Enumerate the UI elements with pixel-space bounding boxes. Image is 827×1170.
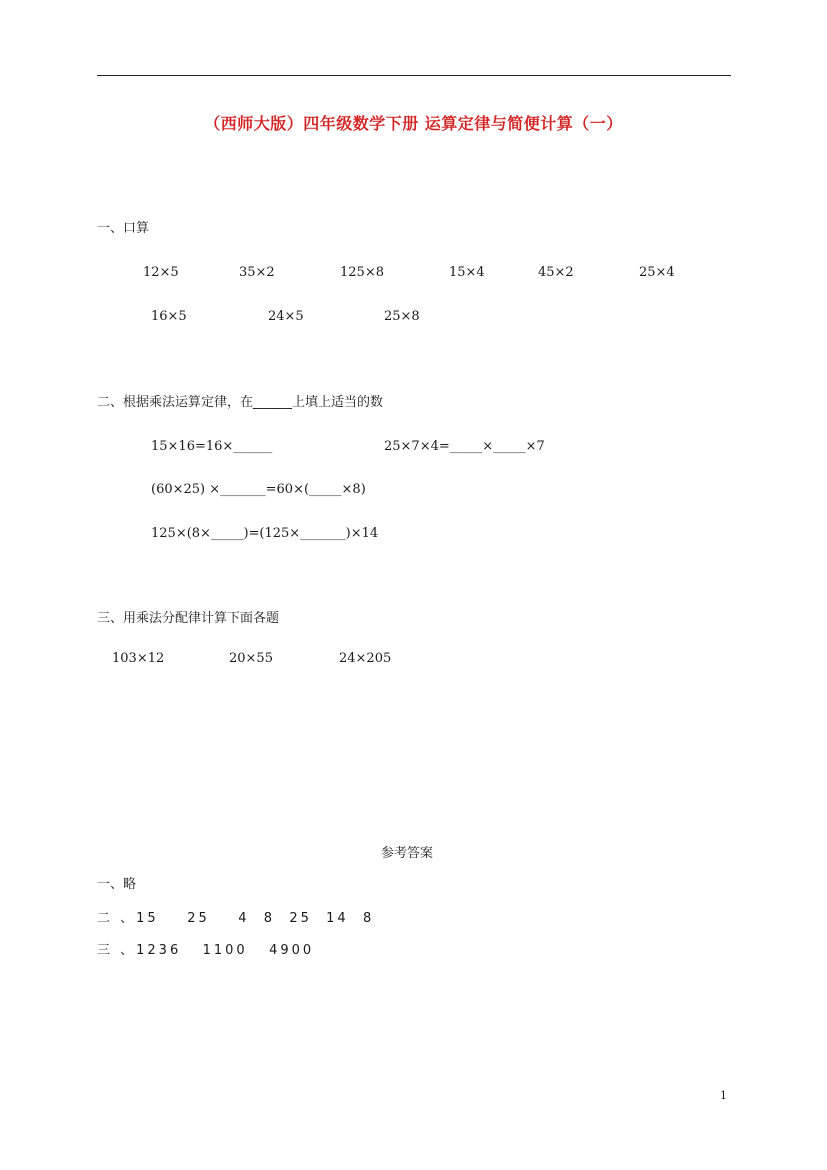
oral-problem: 25×8: [384, 309, 420, 324]
distributive-problem: 20×55: [229, 651, 273, 666]
page-title: （西师大版）四年级数学下册 运算定律与简便计算（一）: [204, 114, 623, 133]
fill-blank-problem: (60×25) ×_______=60×(_____×8): [151, 482, 366, 497]
oral-problem: 125×8: [340, 265, 384, 280]
oral-problem: 12×5: [143, 265, 179, 280]
answer-line-1: 一、略: [97, 877, 137, 892]
section1-heading: 一、口算: [97, 221, 150, 236]
oral-problem: 45×2: [538, 265, 574, 280]
answer-line-3: 三 、1236 1100 4900: [97, 943, 315, 958]
answers-heading: 参考答案: [381, 846, 434, 861]
fill-blank-problem: 125×(8×_____)=(125×_______)×14: [151, 526, 379, 541]
section3-heading: 三、用乘法分配律计算下面各题: [97, 611, 280, 626]
fill-blank-problem: 25×7×4=_____×_____×7: [384, 439, 545, 454]
fill-blank-problem: 15×16=16×______: [151, 439, 273, 454]
answer-line-2: 二 、15 25 4 8 25 14 8: [97, 911, 375, 926]
oral-problem: 24×5: [268, 309, 304, 324]
header-rule: [97, 75, 731, 76]
oral-problem: 16×5: [151, 309, 187, 324]
distributive-problem: 24×205: [339, 651, 392, 666]
page-number: 1: [720, 1089, 727, 1102]
distributive-problem: 103×12: [112, 651, 165, 666]
oral-problem: 35×2: [239, 265, 275, 280]
oral-problem: 15×4: [449, 265, 485, 280]
section2-heading: 二、根据乘法运算定律，在______上填上适当的数: [97, 395, 384, 410]
oral-problem: 25×4: [639, 265, 675, 280]
